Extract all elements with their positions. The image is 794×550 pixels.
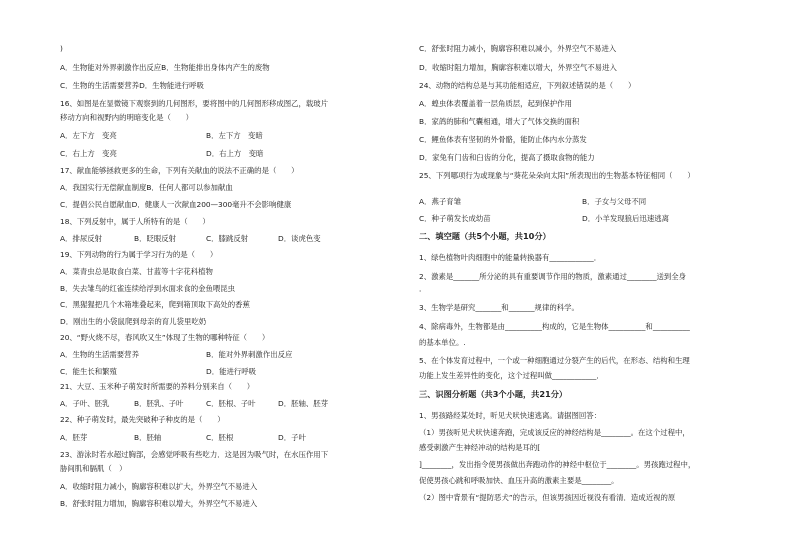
text-line: 2、激素是_______所分泌的具有重要调节作用的物质，激素通过________送到全身 — [419, 272, 687, 281]
text-line: 22、种子萌发时，最先突破种子种皮的是（ ） — [60, 415, 225, 424]
text-line: 胁间肌和膈肌（ ） — [60, 464, 127, 473]
text-line: 20、“野火烧不尽，春风吹又生”体现了生物的哪种特征（ ） — [60, 333, 270, 342]
option-d: D．右上方 变暗 — [206, 149, 264, 158]
option-b: B．胚轴 — [134, 433, 162, 442]
text-line: 4、除病毒外，生物都是由__________构成的，它是生物体__________和__________ — [419, 322, 690, 331]
option-c: C．胚根、子叶 — [206, 399, 256, 408]
text-line: ]________，发出指令使男孩做出奔跑动作的神经中枢位于________。男孩跑过程中， — [419, 460, 696, 469]
option-c: C．右上方 变亮 — [60, 149, 117, 158]
option-c: C．胚根 — [206, 433, 234, 442]
option-b: B．子女与父母不同 — [582, 197, 647, 206]
text-line: C．生物的生活需要营养D．生物能进行呼吸 — [60, 81, 204, 90]
section-heading: 三、识图分析题（共3个小题，共21分） — [419, 389, 568, 399]
option-b: B．左下方 变暗 — [206, 131, 263, 140]
text-line: B．家鸽的肺和气囊相通，增大了气体交换的面积 — [419, 117, 580, 126]
text-line: C．鲤鱼体表有坚韧的外骨骼，能防止体内水分蒸发 — [419, 135, 587, 144]
option-d: D．小羊发现狼后迅速逃离 — [582, 214, 669, 223]
text-line: 1、男孩路经某处时，听见犬吠快速逃离。请据图回答： — [419, 411, 602, 420]
text-line: 25、下列哪项行为或现象与“葵花朵朵向太阳”所表现出的生物基本特征相同（ ） — [419, 171, 695, 180]
text-line: A．我国实行无偿献血制度B．任何人都可以参加献血 — [60, 183, 233, 192]
text-line: 3、生物学是研究_______和_______规律的科学。 — [419, 303, 579, 312]
option-d: D．能进行呼吸 — [206, 367, 257, 376]
option-a: A．生物的生活需要营养 — [60, 350, 139, 359]
text-line: ) — [60, 44, 63, 53]
text-line: 19、下列动物的行为属于学习行为的是（ ） — [60, 250, 218, 259]
text-line: 24、动物的结构总是与其功能相适应，下列叙述错误的是（ ） — [419, 81, 636, 90]
text-line: D．收缩时阻力增加，胸廓容积难以增大，外界空气不易进入 — [419, 63, 617, 72]
option-d: D．胚轴、胚芽 — [278, 399, 329, 408]
text-line: 18、下列反射中，属于人所特有的是（ ） — [60, 217, 210, 226]
option-a: A．胚芽 — [60, 433, 88, 442]
text-line: 的基本单位。. — [419, 338, 466, 347]
section-heading: 二、填空题（共5个小题，共10分） — [419, 231, 551, 241]
text-line: 功能上发生差异性的变化，这个过程叫做____________． — [419, 371, 604, 380]
text-line: 移动方向和视野内的明暗变化是（ ） — [60, 113, 194, 122]
option-a: A．左下方 变亮 — [60, 131, 117, 140]
option-a: A．燕子育雏 — [419, 197, 462, 206]
option-c: C．膝跳反射 — [206, 234, 249, 243]
text-line: A．菜青虫总是取食白菜、甘蓝等十字花科植物 — [60, 267, 213, 276]
option-b: B．胚乳、子叶 — [134, 399, 184, 408]
text-line: D．刚出生的小袋鼠爬到母亲的育儿袋里吃奶 — [60, 317, 207, 326]
text-line: 17、献血能够拯救更多的生命，下列有关献血的说法不正确的是（ ） — [60, 166, 299, 175]
text-line: C．提倡公民自愿献血D．健康人一次献血200—300毫升不会影响健康 — [60, 200, 292, 209]
text-line: 23、游泳时若水超过胸部，会感觉呼吸有些吃力．这是因为吸气时，在水压作用下 — [60, 450, 329, 459]
text-line: C．舒张时阻力减小，胸廓容积难以减小，外界空气不易进入 — [419, 44, 617, 53]
option-c: C．种子萌发长成幼苗 — [419, 214, 491, 223]
text-line: ． — [419, 284, 427, 293]
text-line: （2）图中背景有“提防恶犬”的告示，但该男孩因近视没有看清．造成近视的原 — [419, 493, 676, 502]
option-c: C．能生长和繁殖 — [60, 367, 117, 376]
option-d: D．子叶 — [278, 433, 306, 442]
text-line: B．舒张时阻力增加，胸廓容积难以增大，外界空气不易进入 — [60, 499, 258, 508]
option-a: A．子叶、胚乳 — [60, 399, 110, 408]
text-line: D．家兔有门齿和臼齿的分化，提高了摄取食物的能力 — [419, 153, 595, 162]
text-line: C．黑猩猩把几个木箱堆叠起来，爬到箱顶取下高处的香蕉 — [60, 300, 250, 309]
text-line: 16、如图是在显微镜下观察到的几何图形，要将图中的几何图形移成图乙，载玻片 — [60, 99, 329, 108]
text-line: 5、在个体发育过程中，一个或一种细胞通过分裂产生的后代，在形态、结构和生理 — [419, 356, 690, 365]
option-a: A．排尿反射 — [60, 234, 103, 243]
option-d: D．谈虎色变 — [278, 234, 321, 243]
text-line: 21、大豆、玉米种子萌发时所需要的养料分别来自（ ） — [60, 382, 255, 391]
text-line: （1）男孩听见犬吠快速奔跑，完成该反应的神经结构是________。在这个过程中， — [419, 428, 690, 437]
text-line: A．生物能对外界刺激作出反应B．生物能排出身体内产生的废物 — [60, 63, 270, 72]
text-line: 促使男孩心跳和呼吸加快、血压升高的激素主要是________。 — [419, 476, 619, 485]
text-line: 感受刺激产生神经冲动的结构是耳的[ — [419, 443, 541, 452]
option-b: B．眨眼反射 — [134, 234, 177, 243]
option-b: B．能对外界刺激作出反应 — [206, 350, 293, 359]
text-line: B．失去雏鸟的红雀连续给浮到水面求食的金鱼喂昆虫 — [60, 284, 236, 293]
text-line: 1、绿色植物叶肉细胞中的能量转换器有____________． — [419, 253, 602, 262]
text-line: A．蝗虫体表覆盖着一层角质层，起到保护作用 — [419, 99, 572, 108]
text-line: A．收缩时阻力减小，胸廓容积难以扩大，外界空气不易进入 — [60, 482, 258, 491]
